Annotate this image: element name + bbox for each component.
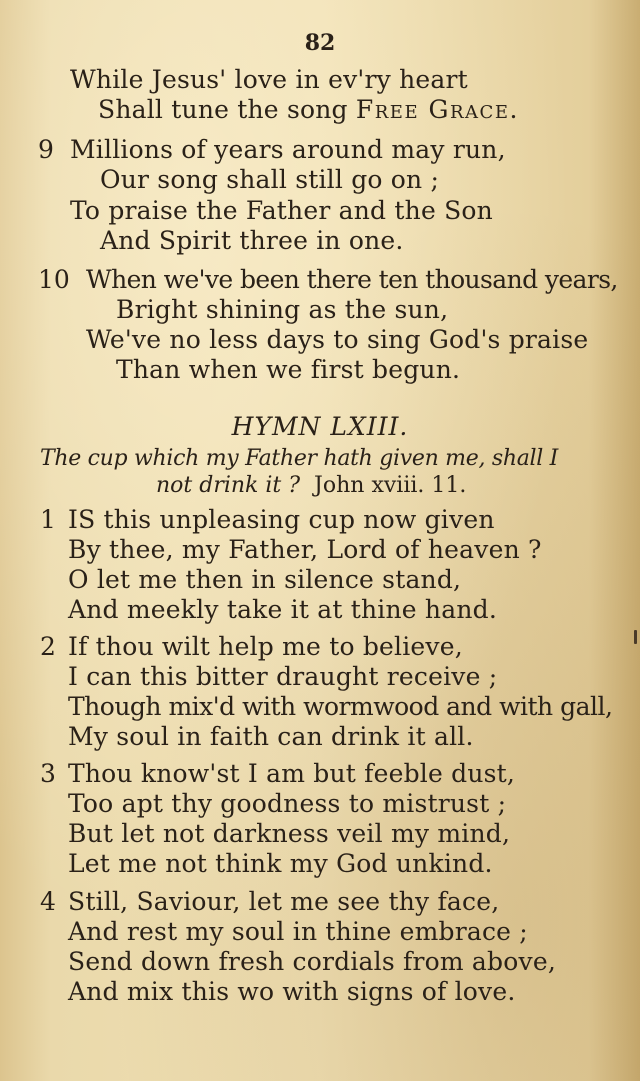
verse-line-text: Shall tune the song (98, 95, 348, 124)
verse-line: While Jesus' love in ev'ry heart (70, 65, 468, 94)
verse-line: My soul in faith can drink it all. (68, 722, 474, 751)
verse-line: And Spirit three in one. (100, 226, 404, 255)
verse-line: Millions of years around may run, (70, 135, 506, 164)
verse-line: Bright shining as the sun, (116, 295, 449, 324)
page-edge-mark (634, 630, 637, 644)
epigraph-text: not drink it ? (156, 473, 301, 498)
verse-line: Though mix'd with wormwood and with gall, (68, 692, 613, 721)
epigraph-line (156, 473, 466, 499)
verse-line: Still, Saviour, let me see thy face, (68, 887, 500, 916)
verse-line: By thee, my Father, Lord of heaven ? (68, 535, 542, 564)
verse-number: 2 (40, 632, 56, 661)
verse-line: If thou wilt help me to believe, (68, 632, 463, 661)
scripture-reference: John xviii. 11. (314, 473, 467, 498)
verse-line (98, 96, 519, 124)
verse-line: To praise the Father and the Son (70, 196, 493, 225)
verse-number: 4 (40, 887, 56, 916)
hymn-title: HYMN LXIII. (231, 412, 409, 441)
verse-line: And rest my soul in thine embrace ; (68, 917, 528, 946)
verse-line: Send down fresh cordials from above, (68, 947, 556, 976)
verse-line: Our song shall still go on ; (100, 165, 440, 194)
verse-line: Thou know'st I am but feeble dust, (68, 759, 516, 788)
verse-number: 10 (38, 265, 70, 294)
verse-line: I can this bitter draught receive ; (68, 662, 498, 691)
epigraph-line: The cup which my Father hath given me, shall I (40, 446, 559, 471)
verse-number: 9 (38, 135, 54, 164)
verse-line: But let not darkness veil my mind, (68, 819, 511, 848)
verse-number: 1 (40, 505, 56, 534)
page-number: 82 (304, 30, 336, 56)
verse-line: And meekly take it at thine hand. (68, 595, 497, 624)
verse-line: O let me then in silence stand, (68, 565, 462, 594)
verse-line: Let me not think my God unkind. (68, 849, 493, 878)
verse-line: Than when we first begun. (116, 355, 461, 384)
verse-line: Too apt thy goodness to mistrust ; (68, 789, 507, 818)
verse-line: IS this unpleasing cup now given (68, 505, 495, 534)
verse-line: We've no less days to sing God's praise (86, 325, 589, 354)
verse-line: And mix this wo with signs of love. (68, 977, 516, 1006)
verse-number: 3 (40, 759, 56, 788)
verse-line: When we've been there ten thousand years, (86, 265, 618, 294)
free-grace-text: Free Grace. (355, 95, 519, 124)
